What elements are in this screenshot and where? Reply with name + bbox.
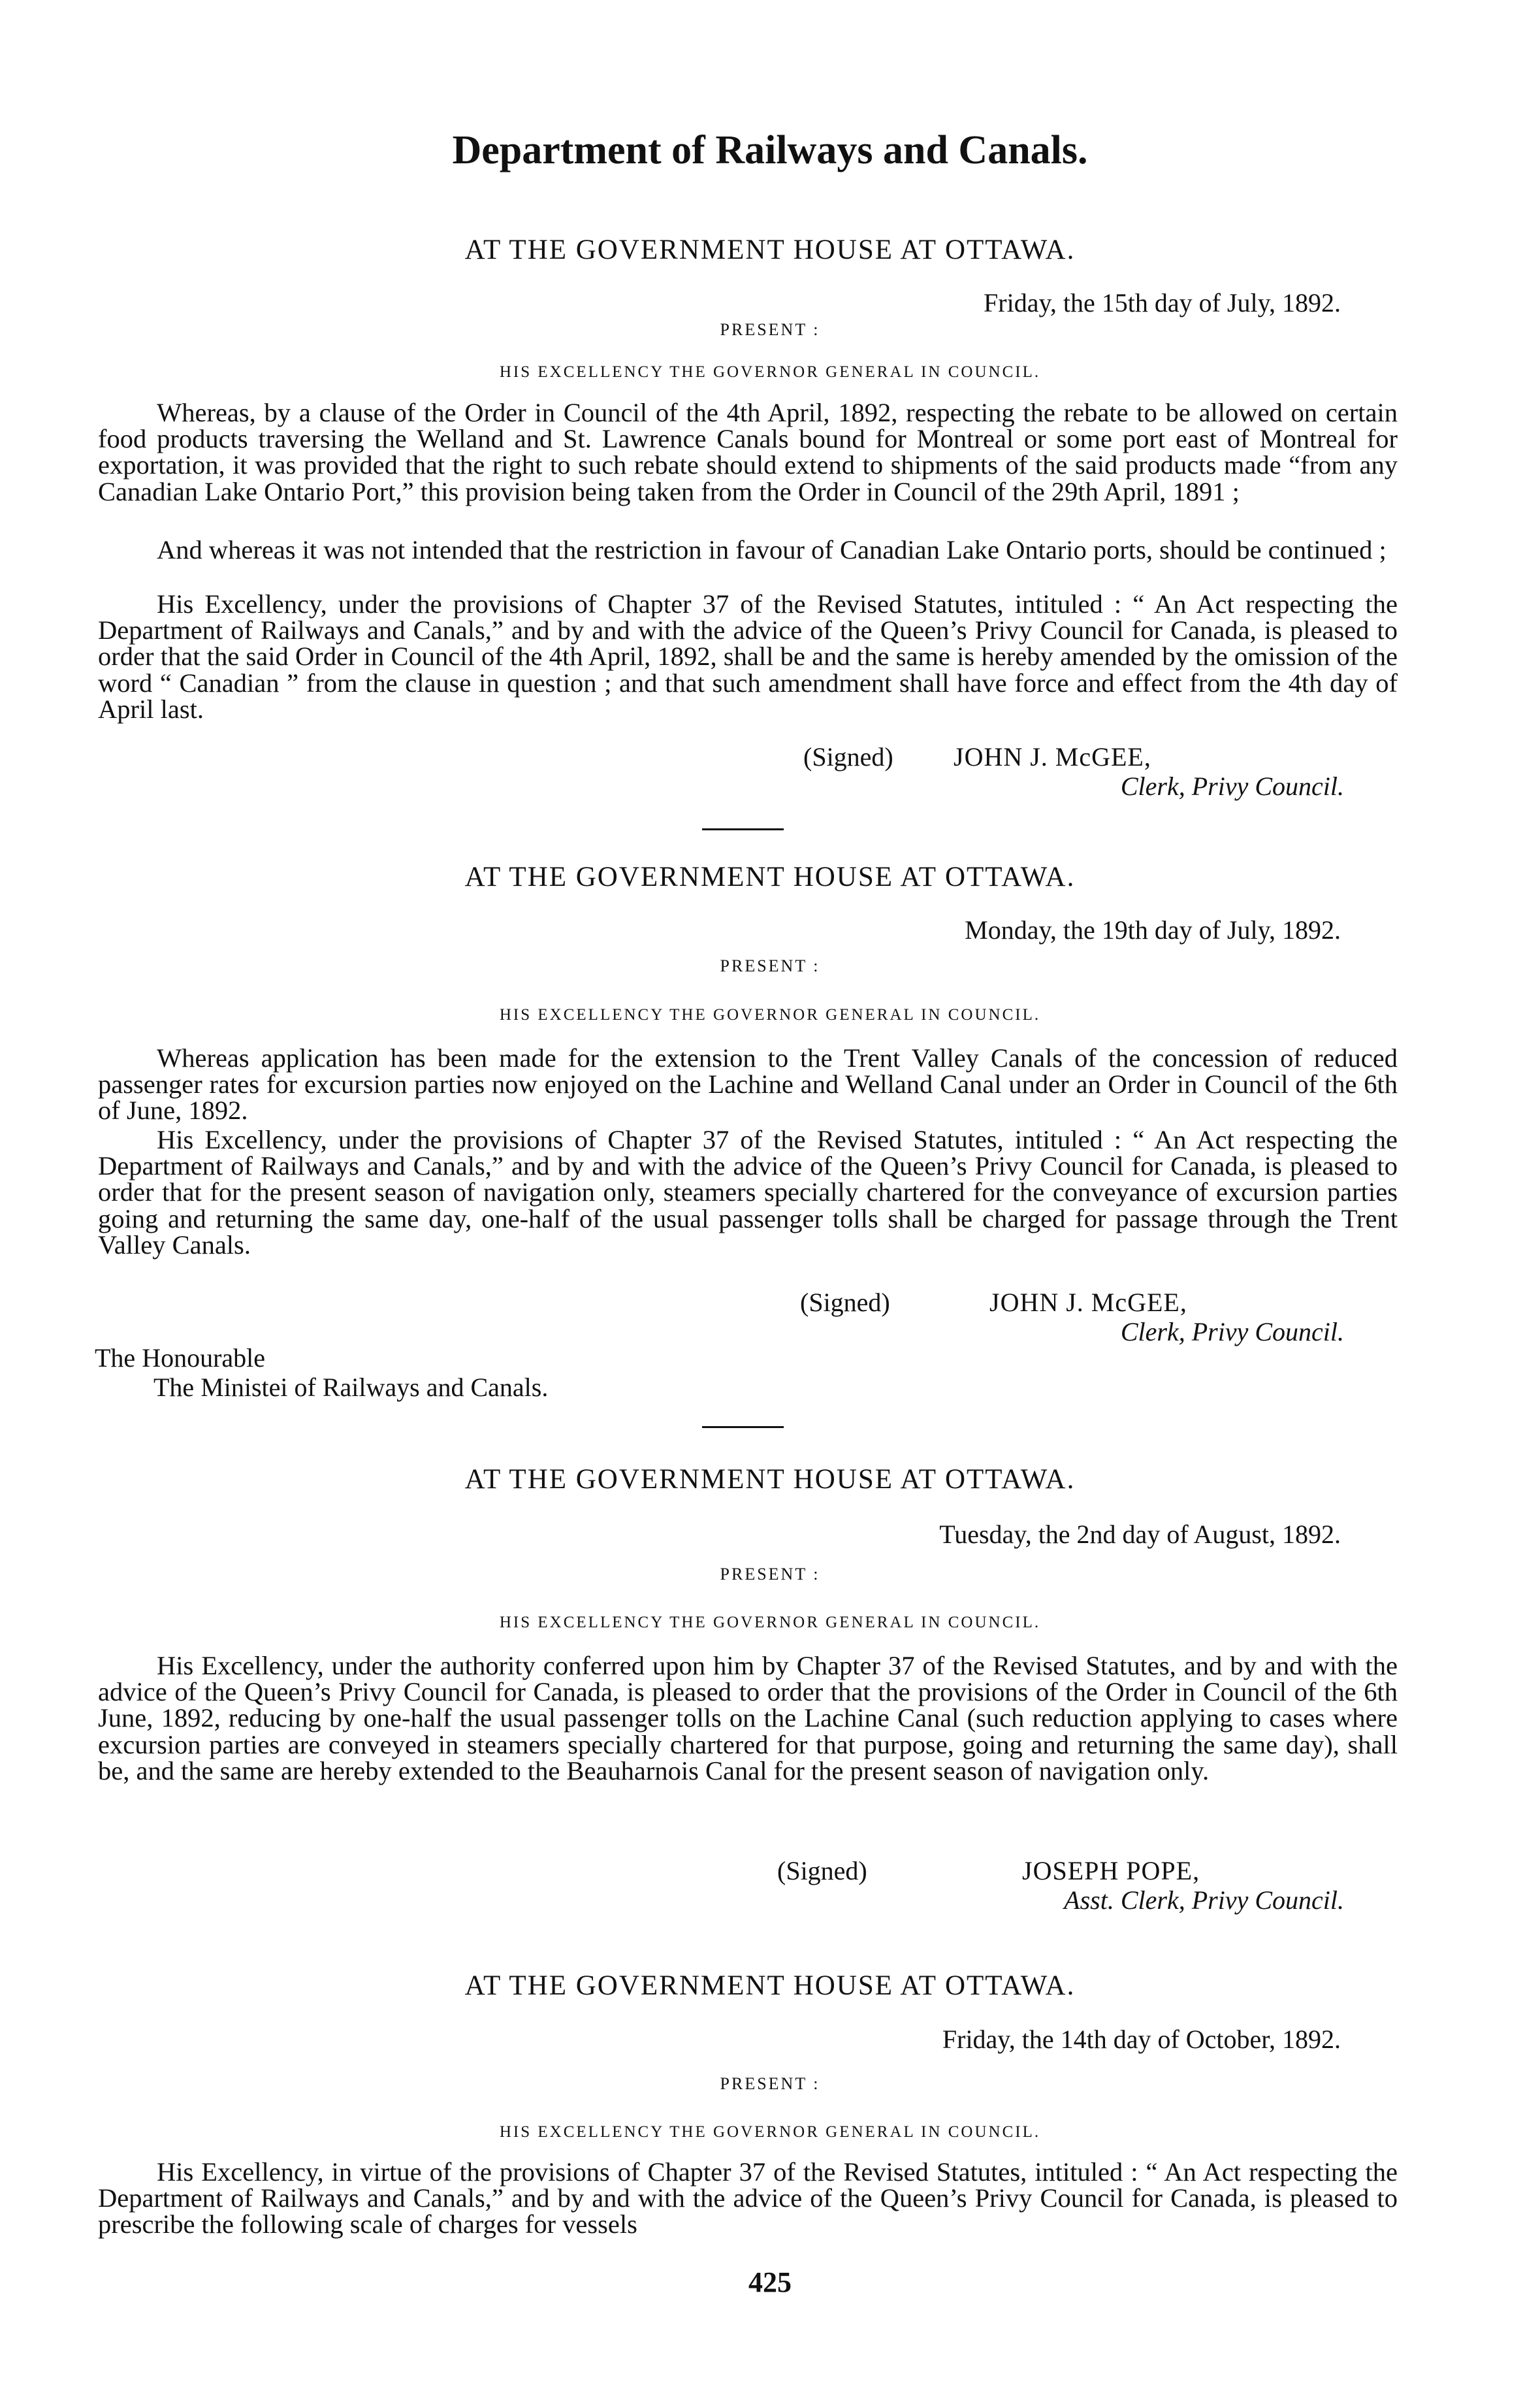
order-3-paragraph-1: His Excellency, under the authority conferred upon him by Chapter 37 of the Revised Statutes, and by and with the advice of the Queen’s Privy Council for Canada, is pleased to order that the provisions of the Order in Council of the 6th June, 1892, reducing by one-half the usual passenger tolls on the Lachine Canal (such reduction applying to cases where excursion parties are conveyed in steamers specially chartered for that purpose, going and returning the same day), shall be, and the same are hereby extended to the Beauharnois Canal for the present season of navigation only.	[98, 1651, 1398, 1785]
order-1-council: HIS EXCELLENCY THE GOVERNOR GENERAL IN COUNCIL.	[499, 363, 1041, 381]
order-4-present: PRESENT :	[720, 2074, 820, 2093]
order-2-present: PRESENT :	[720, 956, 820, 975]
order-3-present: PRESENT :	[720, 1565, 820, 1584]
order-3-heading: AT THE GOVERNMENT HOUSE AT OTTAWA.	[464, 1464, 1076, 1495]
section-divider	[702, 1426, 784, 1428]
order-4-heading: AT THE GOVERNMENT HOUSE AT OTTAWA.	[464, 1970, 1076, 2001]
order-1-clerk: Clerk, Privy Council.	[1120, 772, 1344, 801]
order-3-clerk: Asst. Clerk, Privy Council.	[1064, 1885, 1344, 1915]
order-1-signer: JOHN J. McGEE,	[954, 742, 1151, 772]
order-2-address-line-1: The Honourable	[95, 1343, 266, 1373]
page-number: 425	[748, 2266, 792, 2298]
order-1-paragraph-2: And whereas it was not intended that the restriction in favour of Canadian Lake Ontario ports, should be continued ;	[157, 535, 1387, 564]
order-4-council: HIS EXCELLENCY THE GOVERNOR GENERAL IN COUNCIL.	[499, 2123, 1041, 2141]
section-divider	[702, 828, 784, 830]
order-4-date: Friday, the 14th day of October, 1892.	[942, 2025, 1341, 2054]
order-3-signer: JOSEPH POPE,	[1022, 1856, 1200, 1885]
page-title: Department of Railways and Canals.	[452, 128, 1088, 172]
order-1-present: PRESENT :	[720, 320, 820, 339]
order-3-council: HIS EXCELLENCY THE GOVERNOR GENERAL IN COUNCIL.	[499, 1614, 1041, 1631]
order-2-heading: AT THE GOVERNMENT HOUSE AT OTTAWA.	[464, 862, 1076, 892]
order-1-paragraph-1: Whereas, by a clause of the Order in Council of the 4th April, 1892, respecting the rebate to be allowed on certain food products traversing the Welland and St. Lawrence Canals bound for Montreal or some port east of Montreal for exportation, it was provided that the right to such rebate should extend to shipments of the said products made “from any Canadian Lake Ontario Port,” this provision being taken from the Order in Council of the 29th April, 1891 ;	[98, 398, 1398, 506]
order-2-date: Monday, the 19th day of July, 1892.	[965, 915, 1341, 945]
order-1-paragraph-3: His Excellency, under the provisions of Chapter 37 of the Revised Statutes, intituled : “ An Act respecting the Department of Railways and Canals,” and by and with the advice of the Queen’s Privy Council for Canada, is pleased to order that the said Order in Council of the 4th April, 1892, shall be and the same is hereby amended by the omission of the word “ Canadian ” from the clause in question ; and that such amendment shall have force and effect from the 4th day of April last.	[98, 589, 1398, 724]
order-4-paragraph-1: His Excellency, in virtue of the provisions of Chapter 37 of the Revised Statutes, intituled : “ An Act respecting the Department of Railways and Canals,” and by and with the advice of the Queen’s Privy Council for Canada, is pleased to prescribe the following scale of charges for vessels	[98, 2157, 1398, 2239]
order-2-address-line-2: The Ministei of Railways and Canals.	[153, 1373, 549, 1402]
order-2-paragraph-1: Whereas application has been made for the extension to the Trent Valley Canals of the concession of reduced passenger rates for excursion parties now enjoyed on the Lachine and Welland Canal under an Order in Council of the 6th of June, 1892.	[98, 1043, 1398, 1126]
order-3-date: Tuesday, the 2nd day of August, 1892.	[939, 1520, 1341, 1549]
order-1-heading: AT THE GOVERNMENT HOUSE AT OTTAWA.	[464, 235, 1076, 265]
order-2-council: HIS EXCELLENCY THE GOVERNOR GENERAL IN COUNCIL.	[499, 1006, 1041, 1024]
order-3-signed: (Signed)	[777, 1856, 867, 1885]
order-2-signer: JOHN J. McGEE,	[989, 1288, 1187, 1317]
order-2-clerk: Clerk, Privy Council.	[1120, 1317, 1344, 1346]
order-2-paragraph-2: His Excellency, under the provisions of Chapter 37 of the Revised Statutes, intituled : “ An Act respecting the Department of Railways and Canals,” and by and with the advice of the Queen’s Privy Council for Canada, is pleased to order that for the present season of navigation only, steamers specially chartered for the conveyance of excursion parties going and returning the same day, one-half of the usual passenger tolls shall be charged for passage through the Trent Valley Canals.	[98, 1125, 1398, 1260]
order-1-signed: (Signed)	[803, 742, 893, 772]
order-2-signed: (Signed)	[800, 1288, 890, 1317]
order-1-date: Friday, the 15th day of July, 1892.	[984, 288, 1341, 317]
